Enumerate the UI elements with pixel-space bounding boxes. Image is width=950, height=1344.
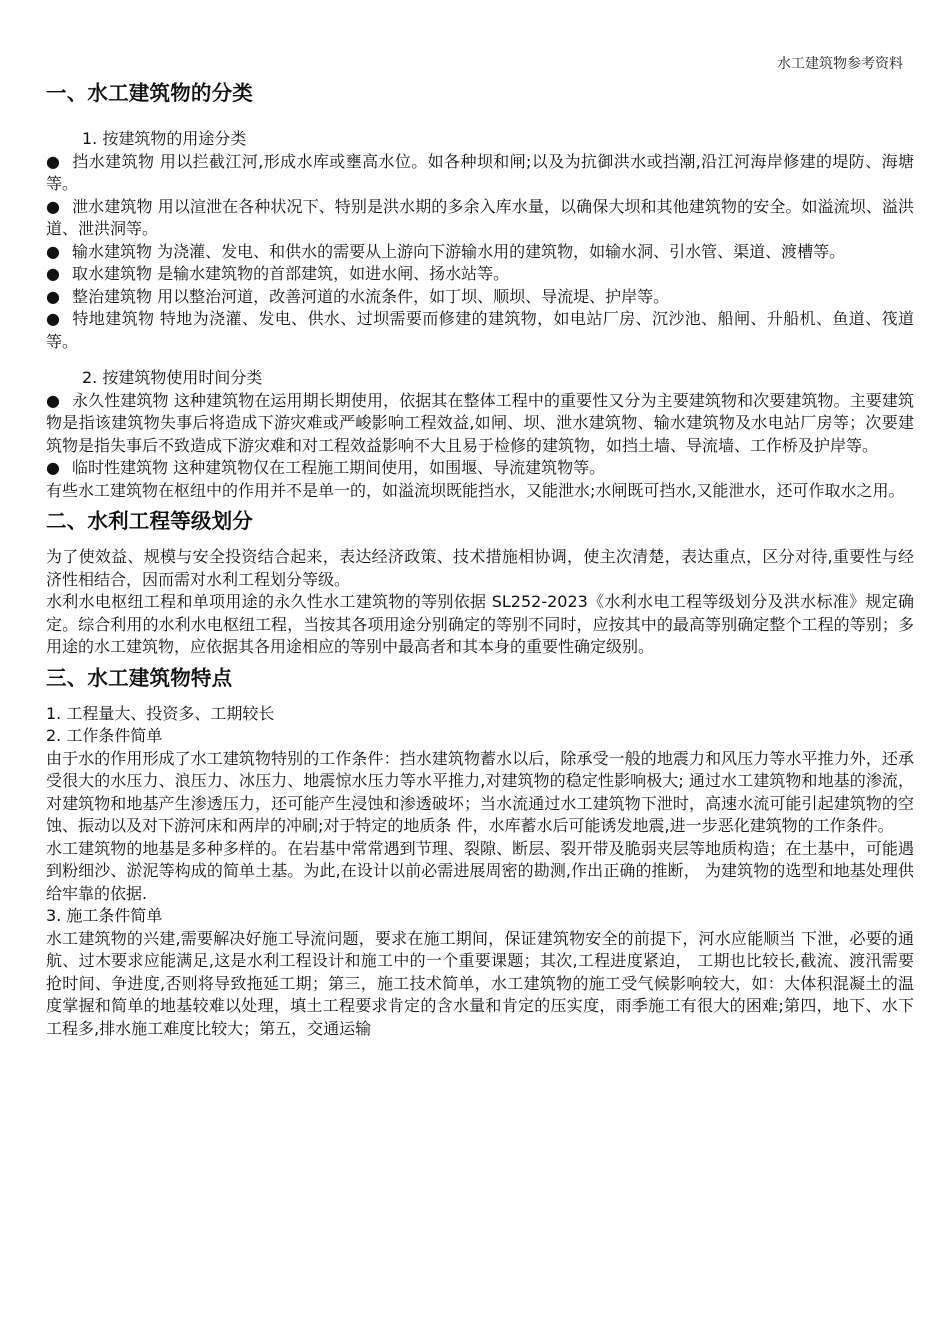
list-item: ● 临时性建筑物 这种建筑物仅在工程施工期间使用，如围堰、导流建筑物等。: [46, 457, 914, 480]
document-body: [46, 78, 914, 1040]
paragraph: 水工建筑物的地基是多种多样的。在岩基中常常遇到节理、裂隙、断层、裂开带及脆弱夹层等地质构造；在土基中，可能遇到粉细沙、淤泥等构成的简单土基。为此,在设计以前必需进展周密的勘测,作出正确的推断， 为建筑物的选型和地基处理供给牢靠的依据.: [46, 838, 914, 903]
subheading-by-use: 1. 按建筑物的用途分类: [82, 129, 247, 148]
section-1-heading: 一、水工建筑物的分类: [46, 81, 253, 105]
numbered-item: 2. 工作条件简单: [46, 726, 163, 745]
numbered-item: 3. 施工条件简单: [46, 906, 163, 925]
paragraph: 水利水电枢纽工程和单项用途的永久性水工建筑物的等别依据 SL252-2023《水利水电工程等级划分及洪水标准》规定确定。综合利用的水利水电枢纽工程，当按其各项用途分别确定的等别不同时，应按其中的最高等别确定整个工程的等别；多用途的水工建筑物，应依据其各用途相应的等别中最高者和其本身的重要性确定级别。: [46, 592, 914, 656]
running-header: 水工建筑物参考资料: [777, 56, 903, 72]
list-item: ● 取水建筑物 是输水建筑物的首部建筑，如进水闸、扬水站等。: [46, 263, 914, 286]
list-item: ● 特地建筑物 特地为浇灌、发电、供水、过坝需要而修建的建筑物，如电站厂房、沉沙池、船闸、升船机、鱼道、筏道等。: [46, 308, 914, 353]
paragraph: 由于水的作用形成了水工建筑物特别的工作条件：挡水建筑物蓄水以后，除承受一般的地震力和风压力等水平推力外，还承受很大的水压力、浪压力、冰压力、地震惊水压力等水平推力,对建筑物的稳定性影响极大; 通过水工建筑物和地基的渗流，对建筑物和地基产生渗透压力，还可能产生浸蚀和渗透破坏；当水流通过水工建筑物下泄时，高速水流可能引起建筑物的空蚀、振动以及对下游河床和两岸的冲刷;对于特定的地质条 件，水库蓄水后可能诱发地震,进一步恶化建筑物的工作条件。: [46, 748, 914, 835]
list-item: ● 挡水建筑物 用以拦截江河,形成水库或壅高水位。如各种坝和闸;以及为抗御洪水或挡潮,沿江河海岸修建的堤防、海塘等。: [46, 151, 914, 196]
numbered-item: 1. 工程量大、投资多、工期较长: [46, 703, 275, 723]
paragraph: 有些水工建筑物在枢纽中的作用并不是单一的，如溢流坝既能挡水，又能泄水;水闸既可挡水,又能泄水，还可作取水之用。: [46, 480, 905, 500]
section-2-heading: 二、水利工程等级划分: [46, 509, 253, 533]
spacer: [46, 353, 914, 367]
list-item: ● 泄水建筑物 用以渲泄在各种状况下、特别是洪水期的多余入库水量，以确保大坝和其他建筑物的安全。如溢流坝、溢洪道、泄洪洞等。: [46, 196, 914, 241]
list-item: ● 输水建筑物 为浇灌、发电、和供水的需要从上游向下游输水用的建筑物，如输水洞、引水管、渠道、渡槽等。: [46, 241, 914, 264]
section-3-heading: 三、水工建筑物特点: [46, 665, 233, 690]
subheading-by-duration: 2. 按建筑物使用时间分类: [82, 368, 263, 387]
list-item: ● 永久性建筑物 这种建筑物在运用期长期使用，依据其在整体工程中的重要性又分为主要建筑物和次要建筑物。主要建筑物是指该建筑物失事后将造成下游灾难或严峻影响工程效益,如闸、坝、泄水建筑物、输水建筑物及水电站厂房等；次要建筑物是指失事后不致造成下游灾难和对工程效益影响不大且易于检修的建筑物，如挡土墙、导流墙、工作桥及护岸等。: [46, 390, 914, 458]
list-item: ● 整治建筑物 用以整治河道，改善河道的水流条件，如丁坝、顺坝、导流堤、护岸等。: [46, 286, 914, 309]
paragraph: 为了使效益、规模与安全投资结合起来，表达经济政策、技术措施相协调，使主次清楚，表达重点，区分对待,重要性与经济性相结合，因而需对水利工程划分等级。: [46, 547, 914, 589]
paragraph: 水工建筑物的兴建,需要解决好施工导流问题，要求在施工期间，保证建筑物安全的前提下，河水应能顺当 下泄，必要的通航、过木要求应能满足,这是水利工程设计和施工中的一个重要课题；其次,工程进度紧迫， 工期也比较长,截流、渡汛需要抢时间、争进度,否则将导致拖延工期；第三，施工技术简单，水工建筑物的施工受气候影响较大，如：大体积混凝土的温度掌握和简单的地基较难以处理，填土工程要求肯定的含水量和肯定的压实度，雨季施工有很大的困难;第四，地下、水下工程多,排水施工难度比较大；第五，交通运输: [46, 928, 914, 1038]
